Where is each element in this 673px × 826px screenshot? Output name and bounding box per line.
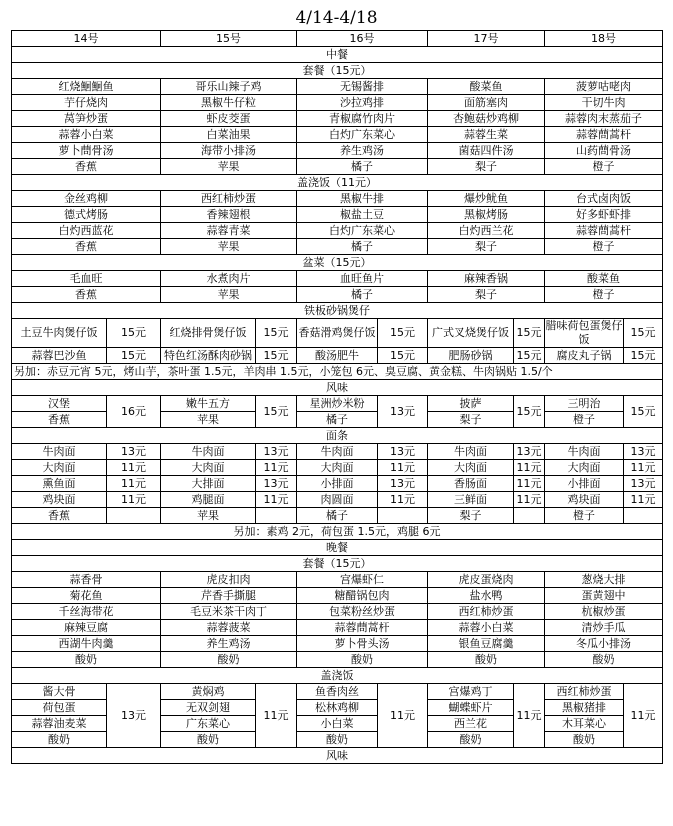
- dish-price: 13元: [107, 684, 161, 748]
- dish-name: 牛肉面: [428, 444, 514, 460]
- dish-cell: 冬瓜小排汤: [545, 636, 663, 652]
- empty-cell: [378, 508, 428, 524]
- dish-cell: 金丝鸡柳: [12, 191, 161, 207]
- dish-name: 牛肉面: [12, 444, 107, 460]
- subsection-set-meal: 套餐（15元）: [12, 556, 663, 572]
- dish-cell: 椒盐土豆: [297, 207, 428, 223]
- dish-name: 汉堡: [12, 396, 107, 412]
- dish-cell: 橘子: [297, 239, 428, 255]
- table-row: [12, 364, 663, 380]
- table-row: [12, 444, 663, 460]
- dish-cell: 虎皮蛋烧肉: [428, 572, 545, 588]
- table-row: [12, 207, 663, 223]
- dish-name: 土豆牛肉煲仔饭: [12, 319, 107, 348]
- dish-cell: 哥乐山辣子鸡: [161, 79, 297, 95]
- dish-name: 小排面: [297, 476, 378, 492]
- dish-name: 三鲜面: [428, 492, 514, 508]
- dish-cell: 芋仔烧肉: [12, 95, 161, 111]
- table-row: [12, 492, 663, 508]
- dish-price: 15元: [107, 348, 161, 364]
- table-row: [12, 47, 663, 63]
- dish-cell: 养生鸡汤: [297, 143, 428, 159]
- dish-name: 西红柿炒蛋: [545, 684, 624, 700]
- fruit-cell: 苹果: [161, 412, 256, 428]
- dish-name: 香菇滑鸡煲仔饭: [297, 319, 378, 348]
- dish-cell: 菌菇四件汤: [428, 143, 545, 159]
- subsection-basin: 盆菜（15元）: [12, 255, 663, 271]
- dish-cell: 蒜蓉生菜: [428, 127, 545, 143]
- dish-name: 香肠面: [428, 476, 514, 492]
- dish-cell: 糖醋锅包肉: [297, 588, 428, 604]
- dish-name: 鱼香肉丝: [297, 684, 378, 700]
- weekly-menu-table: [11, 30, 663, 764]
- dish-price: 11元: [514, 492, 545, 508]
- dish-name: 披萨: [428, 396, 514, 412]
- dish-cell: 菊花鱼: [12, 588, 161, 604]
- dish-price: 11元: [624, 684, 663, 748]
- dish-name: 蒜蓉巴沙鱼: [12, 348, 107, 364]
- dish-cell: 蒜蓉小白菜: [12, 127, 161, 143]
- table-row: [12, 652, 663, 668]
- dish-cell: 德式烤肠: [12, 207, 161, 223]
- dish-cell: 白菜油果: [161, 127, 297, 143]
- dish-price: 11元: [256, 492, 297, 508]
- dish-cell: 蒜蓉蔄蒿杆: [545, 127, 663, 143]
- day-header: 17号: [428, 31, 545, 47]
- dish-cell: 麻辣豆腐: [12, 620, 161, 636]
- table-row: [12, 143, 663, 159]
- dish-cell: 水煮肉片: [161, 271, 297, 287]
- table-row: [12, 319, 663, 348]
- dish-cell: 橙子: [545, 239, 663, 255]
- fruit-cell: 苹果: [161, 508, 256, 524]
- dish-cell: 红烧鮰鮰鱼: [12, 79, 161, 95]
- empty-cell: [256, 508, 297, 524]
- dish-cell: 虾皮茭蛋: [161, 111, 297, 127]
- table-row: [12, 428, 663, 444]
- dish-cell: 包菜粉丝炒蛋: [297, 604, 428, 620]
- dish-name: 广式叉烧煲仔饭: [428, 319, 514, 348]
- subsection-flavor: 风味: [12, 748, 663, 764]
- dish-name: 宫爆鸡丁: [428, 684, 514, 700]
- table-row: [12, 79, 663, 95]
- fruit-cell: 橘子: [297, 508, 378, 524]
- dish-cell: 白灼西兰花: [428, 223, 545, 239]
- dish-cell: 白灼广东菜心: [297, 127, 428, 143]
- dish-cell: 清炒手瓜: [545, 620, 663, 636]
- fruit-cell: 梨子: [428, 412, 514, 428]
- dish-price: 11元: [378, 460, 428, 476]
- dish-price: 13元: [378, 444, 428, 460]
- dish-name: 星洲炒米粉: [297, 396, 378, 412]
- table-row: [12, 620, 663, 636]
- dish-price: 13元: [624, 444, 663, 460]
- dish-name: 嫩牛五方: [161, 396, 256, 412]
- drink-cell: 酸奶: [12, 732, 107, 748]
- dish-price: 16元: [107, 396, 161, 428]
- dish-cell: 香蕉: [12, 159, 161, 175]
- drink-cell: 酸奶: [545, 732, 624, 748]
- dish-price: 15元: [514, 319, 545, 348]
- dish-price: 15元: [624, 319, 663, 348]
- dish-name: 小白菜: [297, 716, 378, 732]
- table-row: [12, 508, 663, 524]
- dish-name: 无双剑翅: [161, 700, 256, 716]
- dish-cell: 香蕉: [12, 287, 161, 303]
- dish-name: 酱大骨: [12, 684, 107, 700]
- dish-name: 熏鱼面: [12, 476, 107, 492]
- dish-price: 13元: [256, 444, 297, 460]
- table-row: [12, 572, 663, 588]
- dish-cell: 毛豆米茶干肉丁: [161, 604, 297, 620]
- subsection-noodles: 面条: [12, 428, 663, 444]
- table-row: [12, 95, 663, 111]
- fruit-cell: 橙子: [545, 508, 624, 524]
- dish-cell: 蒜蓉青菜: [161, 223, 297, 239]
- table-row: [12, 380, 663, 396]
- dish-name: 西兰花: [428, 716, 514, 732]
- table-row: [12, 255, 663, 271]
- fruit-cell: 香蕉: [12, 508, 107, 524]
- table-row: [12, 303, 663, 319]
- dish-price: 15元: [256, 396, 297, 428]
- dish-name: 红烧排骨煲仔饭: [161, 319, 256, 348]
- dish-cell: 酸菜鱼: [545, 271, 663, 287]
- dish-name: 鸡块面: [545, 492, 624, 508]
- dish-cell: 无锡酱排: [297, 79, 428, 95]
- dish-price: 11元: [624, 460, 663, 476]
- dish-cell: 酸菜鱼: [428, 79, 545, 95]
- dish-cell: 杏鲍菇炒鸡柳: [428, 111, 545, 127]
- dish-cell: 黑椒牛排: [297, 191, 428, 207]
- dish-cell: 梨子: [428, 159, 545, 175]
- dish-name: 三明治: [545, 396, 624, 412]
- table-row: [12, 175, 663, 191]
- fruit-cell: 梨子: [428, 508, 514, 524]
- dish-price: 11元: [107, 492, 161, 508]
- dish-cell: 麻辣香锅: [428, 271, 545, 287]
- dish-price: 13元: [378, 476, 428, 492]
- dish-cell: 青椒腐竹肉片: [297, 111, 428, 127]
- dish-price: 11元: [514, 460, 545, 476]
- table-row: [12, 287, 663, 303]
- table-row: [12, 540, 663, 556]
- dish-price: 11元: [256, 460, 297, 476]
- dish-name: 小排面: [545, 476, 624, 492]
- fruit-cell: 香蕉: [12, 412, 107, 428]
- dish-cell: 菠萝咕咾肉: [545, 79, 663, 95]
- empty-cell: [107, 508, 161, 524]
- dish-price: 15元: [514, 348, 545, 364]
- day-header: 14号: [12, 31, 161, 47]
- dish-price: 15元: [107, 319, 161, 348]
- dish-name: 酸汤肥牛: [297, 348, 378, 364]
- dish-price: 15元: [624, 396, 663, 428]
- dish-name: 鸡块面: [12, 492, 107, 508]
- dish-cell: 盐水鸭: [428, 588, 545, 604]
- day-header: 15号: [161, 31, 297, 47]
- table-row: [12, 396, 663, 412]
- dish-cell: 杭椒炒蛋: [545, 604, 663, 620]
- dish-cell: 养生鸡汤: [161, 636, 297, 652]
- dish-cell: 沙拉鸡排: [297, 95, 428, 111]
- section-lunch: 中餐: [12, 47, 663, 63]
- extra-note: 另加：赤豆元宵 5元，烤山芋，茶叶蛋 1.5元，羊肉串 1.5元，小笼包 6元、臭豆腐、黄金糕、牛肉锅贴 1.5/个: [12, 364, 663, 380]
- dish-price: 13元: [624, 476, 663, 492]
- table-row: [12, 111, 663, 127]
- dish-cell: 银鱼豆腐羹: [428, 636, 545, 652]
- dish-price: 11元: [256, 684, 297, 748]
- table-row: [12, 239, 663, 255]
- dish-name: 鸡腿面: [161, 492, 256, 508]
- dish-cell: 黑椒烤肠: [428, 207, 545, 223]
- dish-price: 13元: [378, 396, 428, 428]
- dish-cell: 西红柿炒蛋: [428, 604, 545, 620]
- dish-cell: 酸奶: [545, 652, 663, 668]
- table-row: [12, 63, 663, 79]
- table-row: [12, 636, 663, 652]
- fruit-cell: 橙子: [545, 412, 624, 428]
- table-row: [12, 223, 663, 239]
- dish-price: 15元: [514, 396, 545, 428]
- dish-cell: 虎皮扣肉: [161, 572, 297, 588]
- dish-name: 黑椒猪排: [545, 700, 624, 716]
- dish-cell: 蒜蓉小白菜: [428, 620, 545, 636]
- subsection-rice-bowl: 盖浇饭（11元）: [12, 175, 663, 191]
- dish-cell: 香蕉: [12, 239, 161, 255]
- table-row: [12, 348, 663, 364]
- subsection-rice-bowl: 盖浇饭: [12, 668, 663, 684]
- dish-cell: 山药蔄骨汤: [545, 143, 663, 159]
- fruit-cell: 橘子: [297, 412, 378, 428]
- empty-cell: [624, 508, 663, 524]
- dish-name: 特色红汤酥肉砂锅: [161, 348, 256, 364]
- dish-name: 腐皮丸子锅: [545, 348, 624, 364]
- dish-name: 牛肉面: [545, 444, 624, 460]
- subsection-clay-pot: 铁板砂锅煲仔: [12, 303, 663, 319]
- dish-name: 牛肉面: [297, 444, 378, 460]
- extra-note: 另加：素鸡 2元，荷包蛋 1.5元，鸡腿 6元: [12, 524, 663, 540]
- dish-name: 大肉面: [297, 460, 378, 476]
- dish-name: 肉圆面: [297, 492, 378, 508]
- dish-cell: 香辣翅根: [161, 207, 297, 223]
- dish-cell: 萝卜蔄骨汤: [12, 143, 161, 159]
- table-row: [12, 604, 663, 620]
- dish-cell: 爆炒鱿鱼: [428, 191, 545, 207]
- dish-cell: 酸奶: [161, 652, 297, 668]
- dish-cell: 干切牛肉: [545, 95, 663, 111]
- subsection-flavor: 风味: [12, 380, 663, 396]
- table-row: [12, 668, 663, 684]
- dish-name: 肥肠砂锅: [428, 348, 514, 364]
- dish-cell: 芹香手撕腿: [161, 588, 297, 604]
- dish-cell: 白灼西蓝花: [12, 223, 161, 239]
- table-row: [12, 524, 663, 540]
- table-row: [12, 191, 663, 207]
- dish-name: 牛肉面: [161, 444, 256, 460]
- dish-price: 15元: [378, 319, 428, 348]
- drink-cell: 酸奶: [428, 732, 514, 748]
- dish-name: 黄焖鸡: [161, 684, 256, 700]
- dish-cell: 橙子: [545, 287, 663, 303]
- dish-price: 11元: [624, 492, 663, 508]
- table-row: [12, 31, 663, 47]
- dish-price: 11元: [378, 492, 428, 508]
- dish-cell: 好多虾虾排: [545, 207, 663, 223]
- table-row: [12, 588, 663, 604]
- table-row: [12, 556, 663, 572]
- dish-cell: 苹果: [161, 159, 297, 175]
- dish-cell: 苹果: [161, 287, 297, 303]
- table-row: [12, 748, 663, 764]
- dish-cell: 橘子: [297, 159, 428, 175]
- dish-price: 11元: [514, 684, 545, 748]
- dish-cell: 西红柿炒蛋: [161, 191, 297, 207]
- dish-price: 11元: [378, 684, 428, 748]
- dish-name: 荷包蛋: [12, 700, 107, 716]
- table-row: [12, 476, 663, 492]
- dish-name: 大肉面: [545, 460, 624, 476]
- dish-price: 11元: [107, 476, 161, 492]
- dish-cell: 西湖牛肉羹: [12, 636, 161, 652]
- dish-cell: 面筋塞肉: [428, 95, 545, 111]
- drink-cell: 酸奶: [297, 732, 378, 748]
- dish-cell: 橘子: [297, 287, 428, 303]
- dish-cell: 梨子: [428, 239, 545, 255]
- day-header: 18号: [545, 31, 663, 47]
- dish-name: 广东菜心: [161, 716, 256, 732]
- dish-cell: 黑椒牛仔粒: [161, 95, 297, 111]
- dish-name: 蝴蝶虾片: [428, 700, 514, 716]
- table-row: [12, 127, 663, 143]
- dish-name: 木耳菜心: [545, 716, 624, 732]
- dish-cell: 蛋黄翅中: [545, 588, 663, 604]
- dish-name: 大肉面: [12, 460, 107, 476]
- dish-price: 15元: [256, 319, 297, 348]
- dish-cell: 橙子: [545, 159, 663, 175]
- dish-price: 15元: [624, 348, 663, 364]
- dish-price: 13元: [514, 444, 545, 460]
- menu-title: 4/14-4/18: [295, 8, 378, 28]
- dish-cell: 宫爆虾仁: [297, 572, 428, 588]
- dish-cell: 蒜蓉菠菜: [161, 620, 297, 636]
- dish-cell: 酸奶: [428, 652, 545, 668]
- dish-cell: 梨子: [428, 287, 545, 303]
- dish-cell: 蒜蓉蔄蒿杆: [545, 223, 663, 239]
- dish-price: 15元: [378, 348, 428, 364]
- dish-cell: 千丝海带花: [12, 604, 161, 620]
- dish-cell: 血旺鱼片: [297, 271, 428, 287]
- dish-name: 腊味荷包蛋煲仔饭: [545, 319, 623, 346]
- day-header: 16号: [297, 31, 428, 47]
- dish-price: 11元: [514, 476, 545, 492]
- dish-cell: 莴笋炒蛋: [12, 111, 161, 127]
- table-row: [12, 684, 663, 700]
- table-row: [12, 460, 663, 476]
- drink-cell: 酸奶: [161, 732, 256, 748]
- dish-name: 蒜蓉油麦菜: [12, 716, 107, 732]
- dish-name: 大肉面: [161, 460, 256, 476]
- section-dinner: 晚餐: [12, 540, 663, 556]
- empty-cell: [514, 508, 545, 524]
- dish-cell: 葱烧大排: [545, 572, 663, 588]
- dish-name: 大排面: [161, 476, 256, 492]
- dish-cell: 蒜香骨: [12, 572, 161, 588]
- dish-cell: 白灼广东菜心: [297, 223, 428, 239]
- dish-cell: 蒜蓉肉末蒸茄子: [545, 111, 663, 127]
- dish-price: 13元: [256, 476, 297, 492]
- dish-name: 大肉面: [428, 460, 514, 476]
- table-row: [12, 271, 663, 287]
- dish-cell: 蒜蓉蔄蒿杆: [297, 620, 428, 636]
- dish-price: 13元: [107, 444, 161, 460]
- dish-cell: 海带小排汤: [161, 143, 297, 159]
- subsection-set-meal: 套餐（15元）: [12, 63, 663, 79]
- dish-cell: 萝卜骨头汤: [297, 636, 428, 652]
- dish-cell: 酸奶: [12, 652, 161, 668]
- dish-cell: 酸奶: [297, 652, 428, 668]
- dish-price: 15元: [256, 348, 297, 364]
- table-row: [12, 159, 663, 175]
- dish-name: 松林鸡柳: [297, 700, 378, 716]
- dish-cell: 台式卤肉饭: [545, 191, 663, 207]
- dish-price: 11元: [107, 460, 161, 476]
- dish-cell: 苹果: [161, 239, 297, 255]
- dish-cell: 毛血旺: [12, 271, 161, 287]
